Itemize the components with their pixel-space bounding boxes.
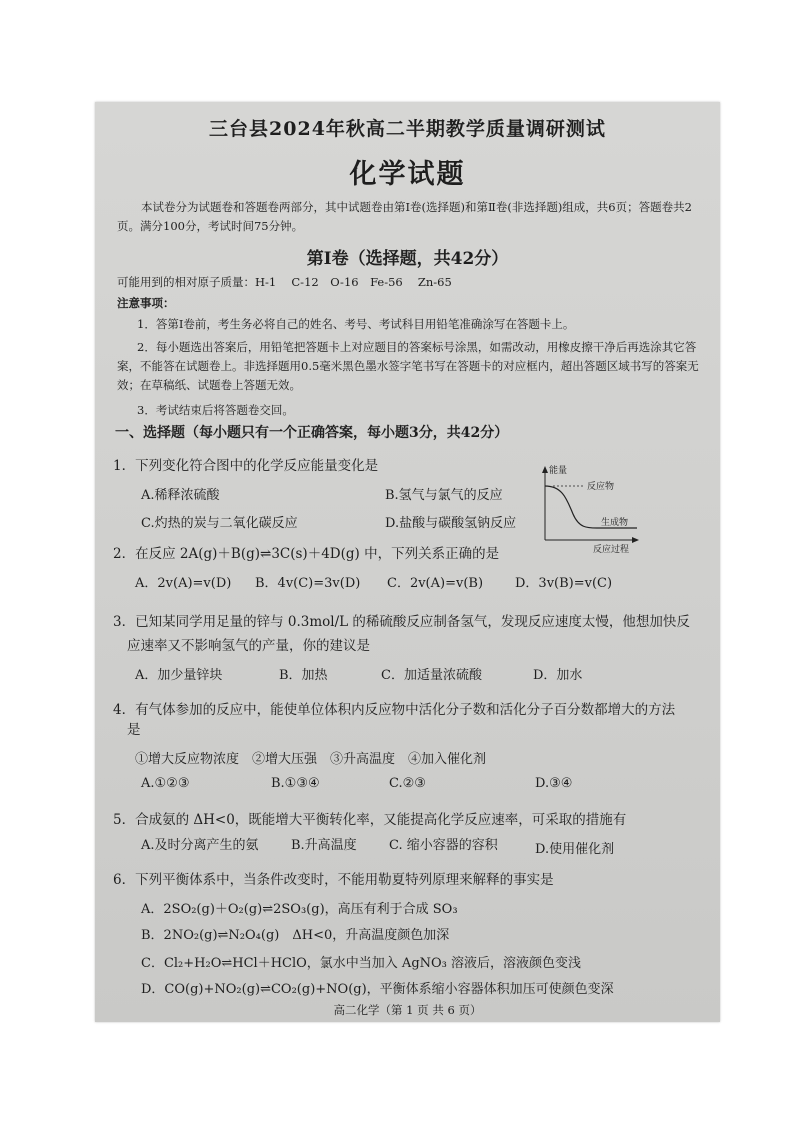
q3-option-a: A．加少量锌块 [135,668,223,683]
q5-stem: 5．合成氨的 ΔH<0，既能增大平衡转化率，又能提高化学反应速率，可采取的措施有 [113,812,627,828]
graph-x-label: 反应过程 [593,545,630,554]
q2-stem-post: 3C(s)＋4D(g) 中，下列关系正确的是 [271,546,500,562]
q6-option-d: D．CO(g)+NO₂(g)⇌CO₂(g)+NO(g)，平衡体系缩小容器体积加压可使颜色变深 [141,982,614,997]
exam-paper [95,102,720,1022]
q4-option-b: B.①③④ [271,776,320,791]
y-axis-arrow [542,466,548,473]
section-title: 第Ⅰ卷（选择题，共42分） [306,249,509,269]
q1-option-d: D.盐酸与碳酸氢钠反应 [385,516,517,531]
graph-product-label: 生成物 [601,518,629,528]
note-1: 1．答第Ⅰ卷前，考生务必将自己的姓名、考号、考试科目用铅笔准确涂写在答题卡上。 [137,317,575,331]
q3-option-d: D．加水 [533,668,583,683]
q4-option-d: D.③④ [535,776,573,791]
q5-option-b: B.升高温度 [291,838,357,853]
q1-option-c: C.灼热的炭与二氧化碳反应 [141,516,298,531]
q6-stem: 6．下列平衡体系中，当条件改变时，不能用勒夏特列原理来解释的事实是 [113,872,554,888]
q4-stem-line1: 4．有气体参加的反应中，能使单位体积内反应物中活化分子数和活化分子百分数都增大的方法 [113,702,676,718]
atomic-masses: 可能用到的相对原子质量：H-1 C-12 O-16 Fe-56 Zn-65 [117,275,452,289]
q2-option-d: D．3v(B)=v(C) [515,576,613,591]
q4-option-c: C.②③ [389,776,426,791]
q6-option-a: A．2SO₂(g)＋O₂(g)⇌2SO₃(g)，高压有利于合成 SO₃ [141,902,458,917]
q3-stem-line2: 应速率又不影响氢气的产量，你的建议是 [127,638,370,654]
q3-option-c: C．加适量浓硫酸 [381,668,482,683]
notes-title: 注意事项： [117,296,175,310]
q5-option-a: A.及时分离产生的氨 [141,838,259,853]
q1-option-a: A.稀释浓硫酸 [141,488,220,503]
exam-title: 三台县2024年秋高二半期教学质量调研测试 [209,118,606,140]
x-axis-arrow [632,537,639,543]
q2-option-a: A．2v(A)=v(D) [135,576,232,591]
part-heading: 一、选择题（每小题只有一个正确答案，每小题3分，共42分） [115,425,509,441]
q2-option-b: B．4v(C)=3v(D) [255,576,361,591]
q4-option-a: A.①②③ [141,776,190,791]
q1-option-b: B.氢气与氯气的反应 [385,488,503,503]
q6-option-c: C．Cl₂+H₂O⇌HCl＋HClO，氯水中当加入 AgNO₃ 溶液后，溶液颜色变浅 [141,956,582,971]
note-3: 3．考试结束后将答题卷交回。 [137,403,294,417]
q6-option-b: B．2NO₂(g)⇌N₂O₄(g) ΔH<0，升高温度颜色加深 [141,928,450,943]
q1-stem: 1．下列变化符合图中的化学反应能量变化是 [113,458,379,474]
q2-option-c: C．2v(A)=v(B) [387,576,484,591]
energy-diagram [535,462,645,554]
page-footer: 高二化学（第 1 页 共 6 页） [333,1003,482,1017]
q4-items: ①增大反应物浓度 ②增大压强 ③升高温度 ④加入催化剂 [135,752,487,767]
q4-stem-line2: 是 [127,722,141,738]
q3-option-b: B．加热 [279,668,328,683]
q5-option-d: D.使用催化剂 [535,842,615,857]
q5-option-c: C. 缩小容器的容积 [389,838,498,853]
q2-stem-pre: 2．在反应 2A(g)＋B(g) [113,546,260,562]
equilibrium-arrow: ⇌ [260,546,272,562]
graph-reactant-label: 反应物 [587,482,615,492]
graph-y-label: 能量 [549,466,568,476]
note-2: 2．每小题选出答案后，用铅笔把答题卡上对应题目的答案标号涂黑，如需改动，用橡皮擦干净后再选涂其它答案，不能答在试题卷上。非选择题用0.5毫米黑色墨水签字笔书写在答题卡的对应框内，超出答题区域书写的答案无效；在草稿纸、试题卷上答题无效。 [117,340,699,392]
q2-stem [113,542,499,562]
intro-paragraph: 本试卷分为试题卷和答题卷两部分，其中试题卷由第Ⅰ卷(选择题)和第Ⅱ卷(非选择题)组成，共6页；答题卷共2页。满分100分，考试时间75分钟。 [117,200,692,233]
exam-subject: 化学试题 [349,159,466,190]
q3-stem-line1: 3．已知某同学用足量的锌与 0.3mol/L 的稀硫酸反应制备氢气，发现反应速度太慢，他想加快反 [113,614,690,630]
